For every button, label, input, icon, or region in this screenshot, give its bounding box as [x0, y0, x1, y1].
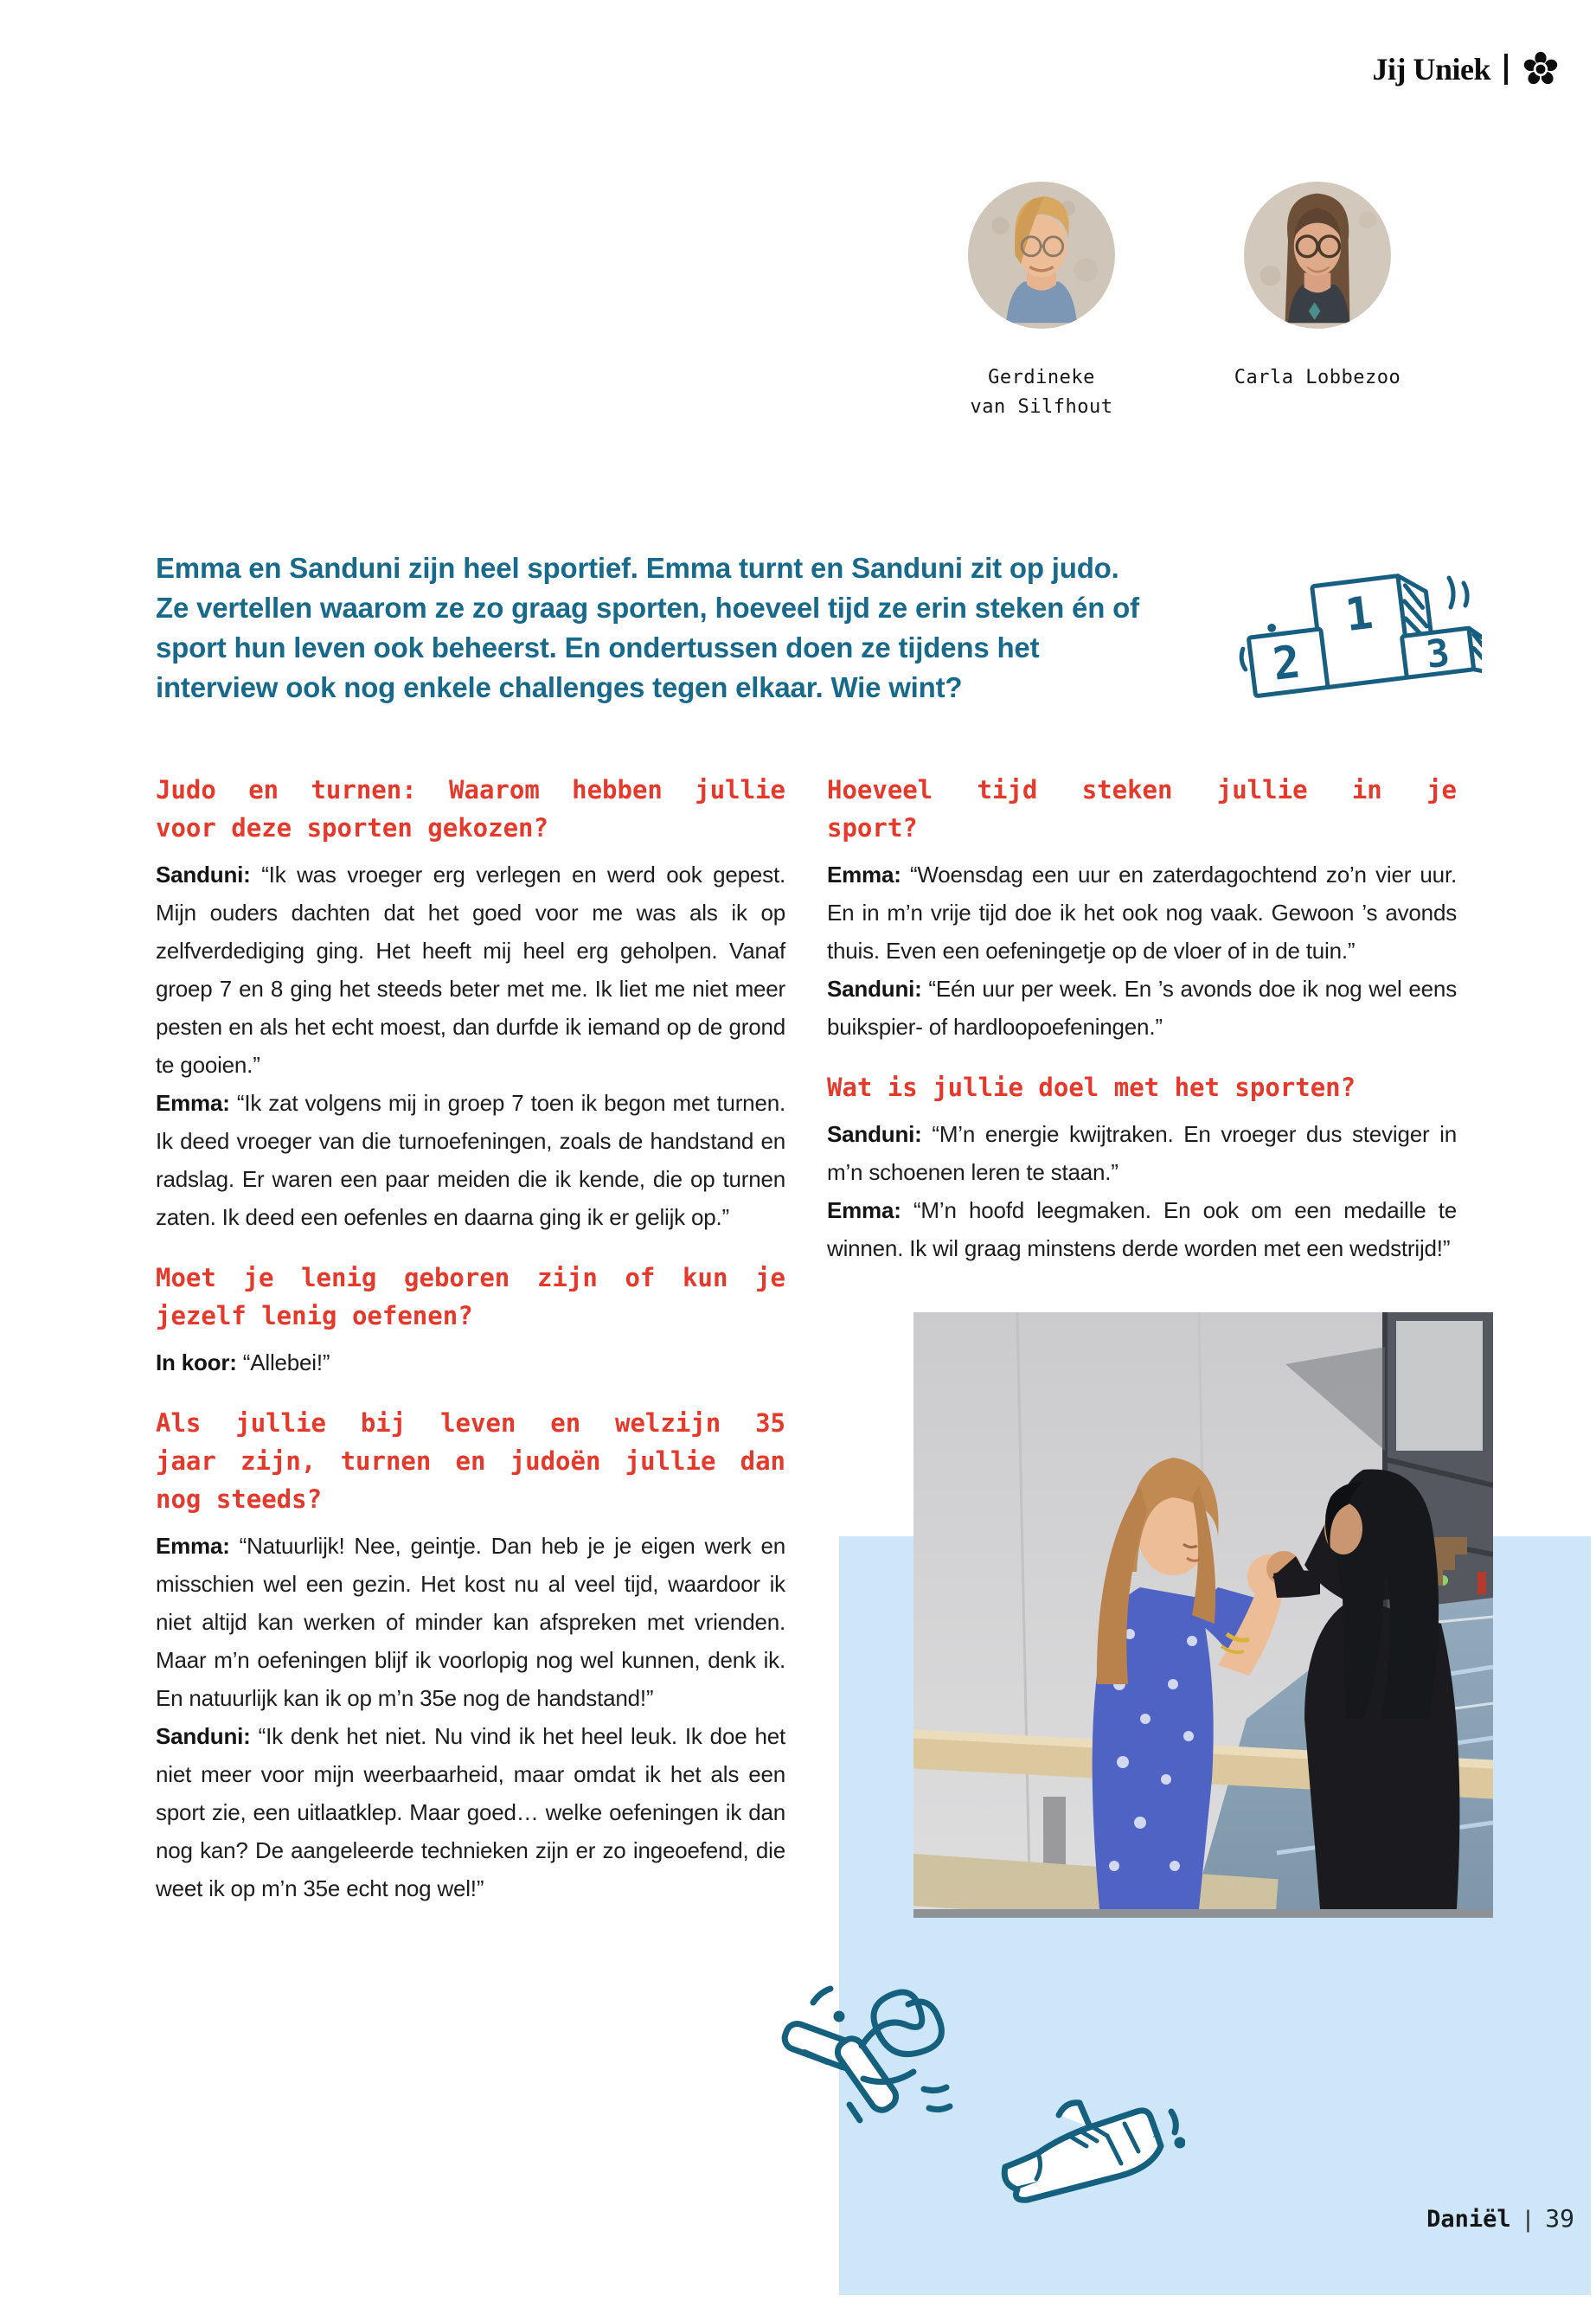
answer-text: “Ik was vroeger erg verlegen en werd ook gepest. Mijn ouders dachten dat het goed voor me was als ik op zelfverdediging ging. Het heeft mij heel erg geholpen. Vanaf groep 7 en 8 ging het steeds beter met me. Ik liet me niet meer pesten en als het echt moest, dan durfde ik iemand op de grond te gooien.”: [156, 862, 785, 1078]
author-name-gerdineke: [912, 363, 1171, 422]
question-heading: Wat is jullie doel met het sporten?: [827, 1073, 1356, 1102]
podium-place-2: 2: [1270, 636, 1304, 691]
speaker-label: Emma:: [827, 862, 901, 888]
podium-illustration: [1235, 562, 1482, 705]
article-column-left: [156, 771, 785, 1907]
author-name-line: van Silfhout: [970, 396, 1113, 418]
answer-text: “M’n hoofd leegmaken. En ook om een medaille te winnen. Ik wil graag minstens derde worden met een wedstrijd!”: [827, 1197, 1457, 1261]
author-name-carla: [1188, 363, 1447, 393]
magazine-brand: [1372, 50, 1560, 88]
answer-paragraph: [156, 856, 785, 1084]
answer-text: “Ik zat volgens mij in groep 7 toen ik begon met turnen. Ik deed vroeger van die turnoefeningen, zoals de handstand en radslag. Er waren een paar meiden die ik kende, die op turnen zaten. Ik deed een oefenles en daarna ging ik er gelijk op.”: [156, 1090, 785, 1230]
speaker-label: Sanduni:: [156, 1723, 251, 1749]
speaker-label: Sanduni:: [827, 1121, 922, 1147]
answer-text: “Natuurlijk! Nee, geintje. Dan heb je je eigen werk en misschien wel een gezin. Het kost nu al veel tijd, waardoor ik niet altijd kan werken of minder kan afspreken met vrienden. Maar m’n oefeningen blijf ik voorlopig nog wel kunnen, denk ik. En natuurlijk kan ik op m’n 35e nog de handstand!”: [156, 1533, 785, 1711]
answer-paragraph: [156, 1343, 785, 1381]
answer-text: “Woensdag een uur en zaterdagochtend zo’n vier uur. En in m’n vrije tijd doe ik het ook nog vaak. Gewoon ’s avonds thuis. Even een oefeningetje op de vloer of in de tuin.”: [827, 862, 1457, 964]
speaker-label: Emma:: [827, 1197, 901, 1223]
answer-paragraph: [827, 1115, 1457, 1191]
page-footer: [1384, 2204, 1574, 2233]
article-column-right: [827, 771, 1457, 1267]
brand-divider: [1504, 54, 1508, 85]
speaker-label: Sanduni:: [156, 862, 251, 888]
speaker-label: Sanduni:: [827, 976, 922, 1002]
footer-divider: |: [1521, 2207, 1535, 2233]
interview-photo: [913, 1312, 1493, 1918]
footer-page-number: 39: [1545, 2204, 1574, 2233]
answer-text: “Eén uur per week. En ’s avonds doe ik nog wel eens buikspier- of hardloopoefeningen.”: [827, 976, 1457, 1040]
question-heading: Moet je lenig geboren zijn of kun je jezelf lenig oefenen?: [156, 1263, 785, 1330]
answer-paragraph: [156, 1084, 785, 1236]
answer-paragraph: [827, 970, 1457, 1046]
avatar-carla: [1244, 182, 1391, 329]
answer-paragraph: [156, 1527, 785, 1717]
answer-text: “Allebei!”: [242, 1349, 330, 1375]
podium-place-3: 3: [1424, 631, 1452, 678]
footer-section-name: Daniël: [1426, 2206, 1511, 2233]
sneaker-icon: [986, 2063, 1185, 2214]
question-heading: Judo en turnen: Waarom hebben jullie voor deze sporten gekozen?: [156, 775, 785, 843]
flower-icon: [1522, 50, 1560, 88]
answer-paragraph: [827, 1191, 1457, 1267]
answer-paragraph: [156, 1717, 785, 1907]
speaker-label: In koor:: [156, 1349, 237, 1375]
podium-place-1: 1: [1342, 586, 1376, 643]
answer-text: “M’n energie kwijtraken. En vroeger dus steviger in m’n schoenen leren te staan.”: [827, 1121, 1457, 1185]
question-heading: Hoeveel tijd steken jullie in je sport?: [827, 775, 1457, 843]
author-name-line: Carla Lobbezoo: [1234, 367, 1401, 388]
answer-text: “Ik denk het niet. Nu vind ik het heel leuk. Ik doe het niet meer voor mijn weerbaarheid, maar omdat ik het als een sport zie, een uitlaatklep. Maar goed… welke oefeningen ik dan nog kan? De aangeleerde technieken zijn er zo ingeoefend, die weet ik op m’n 35e echt nog wel!”: [156, 1723, 785, 1901]
avatar-gerdineke: [968, 182, 1115, 329]
brand-wordmark: Jij Uniek: [1372, 52, 1490, 87]
author-name-line: Gerdineke: [988, 367, 1095, 388]
speaker-label: Emma:: [156, 1533, 230, 1559]
question-heading: Als jullie bij leven en welzijn 35 jaar zijn, turnen en judoën jullie dan nog steeds?: [156, 1408, 785, 1514]
jump-rope-icon: [760, 1951, 993, 2167]
answer-paragraph: [827, 856, 1457, 970]
speaker-label: Emma:: [156, 1090, 230, 1116]
intro-paragraph: Emma en Sanduni zijn heel sportief. Emma turnt en Sanduni zit op judo. Ze vertellen waarom ze zo graag sporten, hoeveel tijd ze erin steken én of sport hun leven ook beheerst. En ondertussen doen ze tijdens het interview ook nog enkele challenges tegen elkaar. Wie wint?: [156, 552, 1139, 703]
